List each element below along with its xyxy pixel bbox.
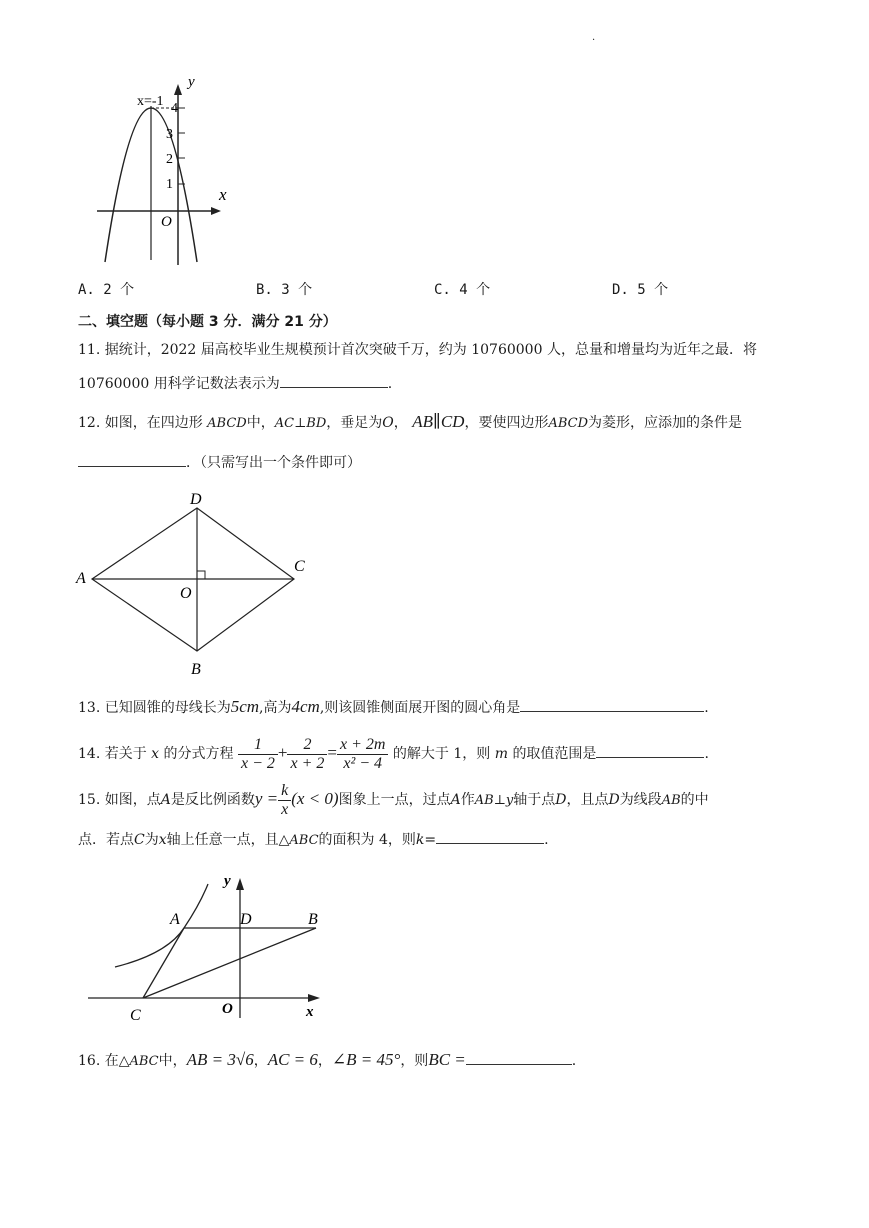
q12-line2 <box>78 452 361 473</box>
y-axis-label: y <box>188 74 195 90</box>
label-o: O <box>222 1001 233 1017</box>
q14-f1-den: x − 2 <box>240 754 275 772</box>
q14-text: 14. 若关于 <box>78 746 147 762</box>
q14-text: 的解大于 1，则 <box>392 746 491 762</box>
tick-4: 4 <box>171 101 178 116</box>
q13-slant: 5cm <box>230 697 260 716</box>
q15-text: ，且点 <box>566 792 609 808</box>
q14-x: x <box>151 746 160 762</box>
q15-c: C <box>134 832 145 848</box>
q14-m: m <box>494 746 508 762</box>
q14-answer-blank[interactable] <box>596 743 704 758</box>
q15-condition: (x < 0) <box>291 789 339 808</box>
q15-text: 的中 <box>680 792 709 808</box>
q16-bc: BC = <box>428 1050 466 1069</box>
q15-abc: ABC <box>289 833 319 848</box>
q14-text: 的分式方程 <box>163 746 234 762</box>
q12-text: ，垂足为 <box>326 415 383 431</box>
parabola-figure <box>85 70 245 270</box>
q14-equals: = <box>327 743 337 762</box>
tick-1: 1 <box>166 177 173 192</box>
q15-frac-num: k <box>278 782 291 801</box>
q14-f1-num: 1 <box>238 736 278 755</box>
tick-2: 2 <box>166 152 173 167</box>
q11-line1: 11. 据统计，2022 届高校毕业生规模预计首次突破千万，约为 10760000 人，总量和增量均为近年之最．将 <box>78 342 757 358</box>
q14-f2-den: x + 2 <box>290 754 325 772</box>
label-d: D <box>190 491 202 508</box>
q14-end: . <box>704 746 709 762</box>
q15-text: 图象上一点，过点 <box>338 792 451 808</box>
q13-text: ,高为 <box>259 700 292 716</box>
q11-answer-blank[interactable] <box>280 373 388 388</box>
q14-fraction-2 <box>287 736 327 773</box>
q15-a: A <box>160 792 171 808</box>
label-c: C <box>294 558 305 575</box>
option-b: B. 3 个 <box>256 282 313 298</box>
q16-ac-value: AC = 6 <box>267 1050 318 1069</box>
label-x: x <box>306 1004 314 1020</box>
q16 <box>78 1050 576 1072</box>
q12-text: 中， <box>246 415 275 431</box>
q12-abcd: ABCD <box>207 416 247 431</box>
q16-text: ， <box>317 1053 332 1069</box>
page-mark: . <box>592 32 596 43</box>
label-d: D <box>240 911 252 928</box>
q15-text: 为 <box>144 832 159 848</box>
q13-text: 13. 已知圆锥的母线长为 <box>78 700 231 716</box>
q16-answer-blank[interactable] <box>466 1050 572 1065</box>
rhombus-figure <box>72 486 322 681</box>
q15-text: 15. 如图，点 <box>78 792 161 808</box>
q15-k: k <box>415 832 425 848</box>
q15-text: 的面积为 4，则 <box>318 832 416 848</box>
q11-line2-text: 10760000 用科学记数法表示为 <box>78 376 280 392</box>
q14-f2-num: 2 <box>287 736 327 755</box>
q14-fraction-1 <box>238 736 278 773</box>
q15-eq: = <box>424 832 437 848</box>
vertex-label: x=-1 <box>137 94 164 109</box>
q15-line2 <box>78 829 549 851</box>
q16-text: 16. 在△ <box>78 1053 130 1069</box>
q16-ab-value: AB = 3√6 <box>186 1050 254 1069</box>
q14-f3-num: x + 2m <box>337 736 388 755</box>
tick-3: 3 <box>166 127 173 142</box>
q11-line2 <box>78 373 392 394</box>
q12-text: ，要使四边形 <box>464 415 549 431</box>
q15-text: 点．若点 <box>78 832 134 848</box>
option-c: C. 4 个 <box>434 282 491 298</box>
q12-ab-parallel-cd: AB∥CD <box>412 412 465 431</box>
q15-text: 轴上任意一点，且△ <box>166 832 290 848</box>
q16-abc: ABC <box>129 1054 159 1069</box>
q12-text: 12. 如图，在四边形 <box>78 415 203 431</box>
q15-answer-blank[interactable] <box>436 829 544 844</box>
q15-text: 作 <box>460 792 475 808</box>
q15-frac-den: x <box>281 800 289 818</box>
label-b: B <box>191 661 201 678</box>
q11-end: . <box>387 376 393 392</box>
label-b: B <box>308 911 318 928</box>
q12-answer-blank[interactable] <box>78 452 186 467</box>
x-axis-label: x <box>219 185 227 204</box>
label-o: O <box>180 585 192 602</box>
label-a: A <box>76 570 86 587</box>
q15-y-eq: y = <box>254 789 279 808</box>
option-a: A. 2 个 <box>78 282 135 298</box>
q14-f3-den: x² − 4 <box>343 754 383 772</box>
q16-angle-b: ∠B = 45° <box>331 1050 401 1069</box>
q12-text: ， <box>393 415 408 431</box>
q13 <box>78 697 709 718</box>
q15-line1 <box>78 778 709 822</box>
q15-ab: AB <box>661 793 681 808</box>
origin-label: O <box>161 214 172 230</box>
q12-line2-text: ．（只需写出一个条件即可） <box>186 455 361 471</box>
q16-text: 中， <box>158 1053 187 1069</box>
q15-d: D <box>555 792 567 808</box>
q12-abcd: ABCD <box>548 416 589 431</box>
option-d: D. 5 个 <box>612 282 669 298</box>
q13-text: ,则该圆锥侧面展开图的圆心角是 <box>319 700 521 716</box>
q15-ab-perp-y: AB⊥y <box>474 793 514 808</box>
q13-answer-blank[interactable] <box>520 697 704 712</box>
q16-text: ， <box>253 1053 268 1069</box>
q15-x: x <box>158 832 167 848</box>
q12-text: 为菱形，应添加的条件是 <box>588 415 743 431</box>
q13-end: . <box>704 700 709 716</box>
q13-height: 4cm <box>291 697 320 716</box>
hyperbola-figure <box>82 868 342 1028</box>
q15-text: 为线段 <box>619 792 662 808</box>
q15-fraction <box>278 782 291 819</box>
q15-d: D <box>608 792 620 808</box>
q15-text: 轴于点 <box>513 792 556 808</box>
label-a: A <box>170 911 180 928</box>
q16-end: . <box>571 1053 577 1069</box>
q16-text: ，则 <box>400 1053 429 1069</box>
q15-text: 是反比例函数 <box>170 792 255 808</box>
q15-a: A <box>450 792 461 808</box>
q14-fraction-3 <box>337 736 388 773</box>
q15-end: . <box>544 832 549 848</box>
label-c: C <box>130 1007 141 1024</box>
q12-ac-perp-bd: AC⊥BD <box>274 416 327 431</box>
q12-line1 <box>78 412 742 434</box>
q14-plus: + <box>277 743 288 762</box>
label-y: y <box>224 873 231 889</box>
q12-o: O <box>382 415 394 431</box>
section-heading: 二、填空题（每小题 3 分．满分 21 分） <box>78 314 337 330</box>
q14-text: 的取值范围是 <box>512 746 597 762</box>
q14 <box>78 732 709 775</box>
